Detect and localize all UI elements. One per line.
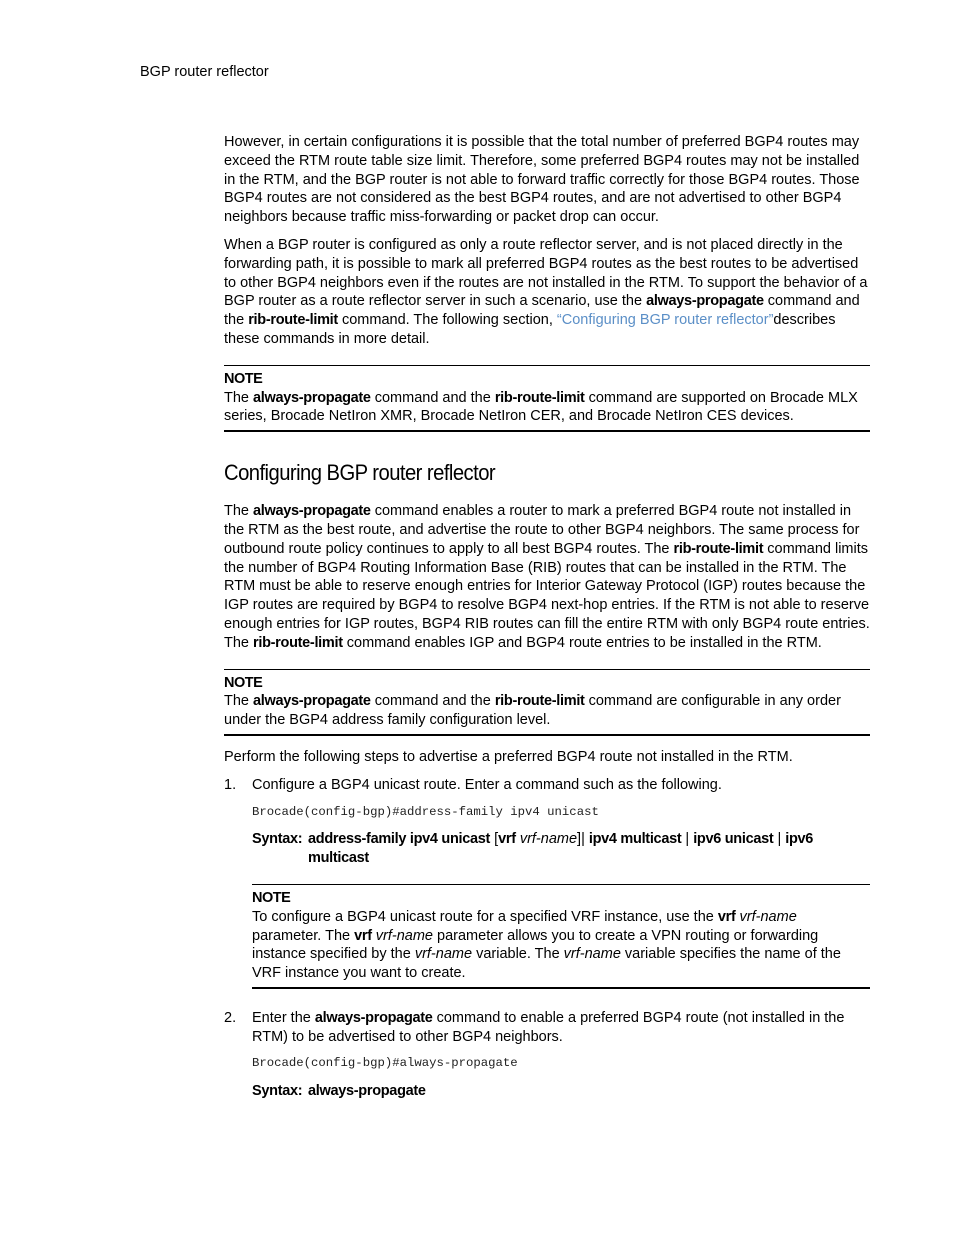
syntax-keyword: always-propagate [308, 1083, 426, 1100]
text: command to enable a preferred BGP4 route (not installed in the RTM) to be advertised to other BGP4 neighbors. [252, 1009, 845, 1045]
command-rib-route-limit: rib-route-limit [494, 389, 585, 406]
steps-intro: Perform the following steps to advertise a preferred BGP4 route not installed in the RTM. [224, 748, 793, 765]
text: | [773, 831, 786, 848]
command-rib-route-limit: rib-route-limit [253, 634, 343, 651]
note-box-3 [252, 884, 870, 989]
text: | [681, 831, 694, 848]
syntax-keyword: address-family ipv4 unicast [308, 831, 491, 848]
command-always-propagate: always-propagate [314, 1009, 433, 1026]
document-body [224, 133, 870, 1101]
text: variable specifies the name of the VRF instance you want to create. [252, 946, 841, 982]
intro-paragraph-2 [224, 236, 870, 349]
command-always-propagate: always-propagate [253, 693, 371, 710]
text: command and the [370, 693, 495, 710]
syntax-body [308, 830, 870, 868]
variable-vrf-name: vrf-name [739, 908, 797, 925]
code-example: Brocade(config-bgp)#always-propagate [252, 1056, 518, 1071]
syntax-keyword: ipv6 multicast [308, 831, 814, 867]
step-text [252, 1009, 870, 1047]
text: command. The following section, [337, 312, 557, 329]
step-text: Configure a BGP4 unicast route. Enter a command such as the following. [252, 776, 722, 793]
variable-vrf-name: vrf-name [414, 946, 473, 963]
running-header: BGP router reflector [140, 64, 269, 80]
syntax-label: Syntax: [252, 1083, 303, 1100]
text: command enables IGP and BGP4 route entries to be installed in the RTM. [342, 634, 822, 651]
text: The [224, 693, 254, 710]
syntax-keyword: vrf [498, 831, 516, 848]
note-box-1 [224, 365, 870, 432]
text: command are supported on Brocade MLX series, Brocade NetIron XMR, Brocade NetIron CER, and Brocade NetIron CES devices. [224, 389, 858, 425]
text: describes these commands in more detail. [224, 312, 836, 347]
command-rib-route-limit: rib-route-limit [673, 540, 764, 557]
step-2 [224, 1009, 870, 1101]
text: [ [490, 831, 499, 848]
text: The [224, 503, 254, 520]
step-number: 1. [224, 776, 237, 793]
text: command and the [370, 389, 495, 406]
section-heading: Configuring BGP router reflector [224, 460, 496, 486]
command-rib-route-limit: rib-route-limit [494, 693, 585, 710]
note-title: NOTE [224, 370, 263, 387]
syntax-line [252, 830, 870, 868]
step-number: 2. [224, 1009, 237, 1026]
note-box-2 [224, 669, 870, 736]
command-vrf: vrf [717, 908, 736, 925]
syntax-keyword: ipv4 multicast [588, 831, 682, 848]
text: command are configurable in any order under the BGP4 address family configuration level. [224, 693, 841, 729]
intro-paragraph-1: However, in certain configurations it is possible that the total number of preferred BGP4 routes may exceed the RTM route table size limit. Therefore, some preferred BGP4 routes may not be installed in the RTM, and the BGP router is not able to forward traffic correctly for those BGP4 routes. Those BGP4 routes are not considered as the best BGP4 routes, and are not advertised to other BGP4 neighbors because traffic miss-forwarding or packet drop can occur. [224, 134, 860, 226]
text: command limits the number of BGP4 Routing Information Base (RIB) routes that can be installed in the RTM. The RTM must be able to reserve enough entries for Interior Gateway Protocol (IGP) routes because the IGP routes are required by BGP4 to resolve BGP4 next-hop entries. If the RTM is not able to reserve enough entries for IGP routes, BGP4 RIB routes can fill the entire RTM with only BGP4 route entries. The [224, 540, 870, 651]
text: The [224, 389, 254, 406]
syntax-line [252, 1082, 870, 1101]
code-example: Brocade(config-bgp)#address-family ipv4 unicast [252, 804, 599, 819]
section-paragraph [224, 502, 870, 652]
text: command enables a router to mark a preferred BGP4 route not installed in the RTM as the best route, and advertise the route to other BGP4 neighbors. The same process for outbound route policy continues to apply to all best BGP4 routes. The [224, 503, 860, 557]
text: variable. The [472, 946, 564, 963]
cross-reference-link[interactable]: “Configuring BGP router reflector” [556, 312, 774, 329]
variable-vrf-name: vrf-name [563, 946, 621, 963]
syntax-label: Syntax: [252, 831, 303, 848]
syntax-keyword: ipv6 unicast [693, 831, 774, 848]
text: When a BGP router is configured as only a route reflector server, and is not placed directly in the forwarding path, it is possible to mark all preferred BGP4 routes as the best routes to be advertised to other BGP4 neighbors even if the routes are not installed in the RTM. To support the behavior of a BGP router as a route reflector server in such a scenario, use the [224, 236, 868, 310]
note-title: NOTE [224, 674, 263, 691]
text: parameter. The [252, 927, 355, 944]
text: To configure a BGP4 unicast route for a specified VRF instance, use the [252, 908, 718, 925]
command-always-propagate: always-propagate [646, 293, 764, 310]
command-always-propagate: always-propagate [253, 389, 371, 406]
text: ]| [577, 831, 589, 848]
command-rib-route-limit: rib-route-limit [248, 312, 338, 329]
text: Enter the [252, 1009, 315, 1026]
command-vrf: vrf [354, 927, 372, 944]
text: command and the [224, 293, 860, 329]
text: parameter allows you to create a VPN routing or forwarding instance specified by the [252, 927, 819, 963]
command-always-propagate: always-propagate [253, 503, 371, 520]
variable-vrf-name: vrf-name [375, 927, 433, 944]
syntax-variable: vrf-name [519, 831, 578, 848]
note-title: NOTE [252, 889, 291, 906]
step-1 [224, 776, 870, 989]
